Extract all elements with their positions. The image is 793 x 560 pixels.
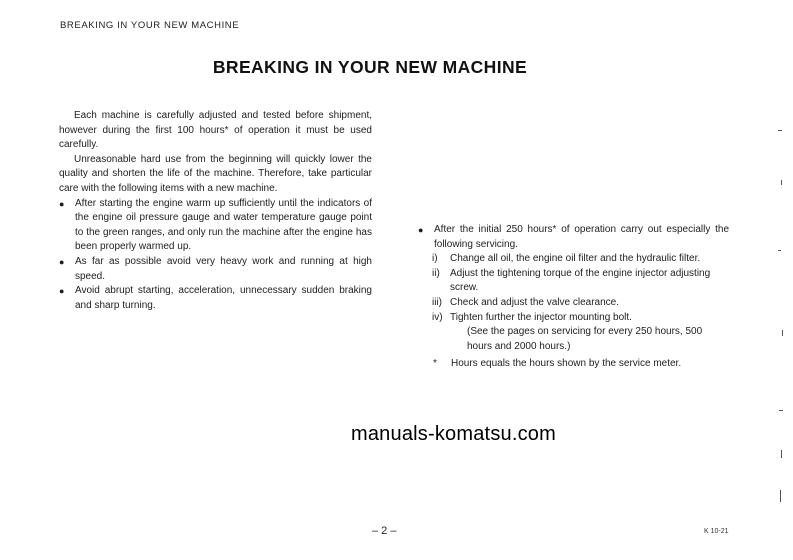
list-item xyxy=(59,197,372,255)
service-item-text: Tighten further the injector mounting bolt. xyxy=(450,311,632,323)
running-header: BREAKING IN YOUR NEW MACHINE xyxy=(60,20,240,31)
service-item-number: iii) xyxy=(432,296,442,308)
right-column xyxy=(418,223,729,372)
page-code: K 10-21 xyxy=(704,528,729,535)
list-item xyxy=(59,284,372,313)
service-item xyxy=(418,267,729,296)
service-item-number: ii) xyxy=(432,267,440,279)
bullet-text: Avoid abrupt starting, acceleration, unnecessary sudden braking and sharp turning. xyxy=(75,285,372,311)
page-title: BREAKING IN YOUR NEW MACHINE xyxy=(212,57,528,77)
footnote xyxy=(418,357,729,372)
bullet-text: After starting the engine warm up sufficiently until the indicators of the engine oil pressure gauge and water temperature gauge point to the green ranges, and only run the machine after the engine has been properly warmed up. xyxy=(75,197,372,253)
service-item-text: Change all oil, the engine oil filter and the hydraulic filter. xyxy=(450,253,701,265)
left-column xyxy=(59,109,372,313)
bullet-text: After the initial 250 hours* of operation carry out especially the following servicing. xyxy=(434,224,729,250)
service-item xyxy=(418,296,729,311)
watermark: manuals-komatsu.com xyxy=(351,423,556,445)
scan-margin-marks xyxy=(776,120,786,520)
bullet-icon: ● xyxy=(59,198,65,209)
service-item-text: Check and adjust the valve clearance. xyxy=(450,296,619,308)
service-item xyxy=(418,252,729,267)
intro-paragraph: Each machine is carefully adjusted and tested before shipment, however during the first 100 hours* of operation it must be used carefully. xyxy=(59,110,372,151)
service-item xyxy=(418,311,729,326)
list-item xyxy=(418,223,729,252)
service-item-number: iv) xyxy=(432,311,443,323)
bullet-icon: ● xyxy=(59,256,65,267)
bullet-icon: ● xyxy=(418,225,424,235)
asterisk-icon: * xyxy=(433,358,437,370)
caution-paragraph: Unreasonable hard use from the beginning will quickly lower the quality and shorten the life of the machine. Therefore, take particular care with the following items with a new machine. xyxy=(59,153,372,194)
bullet-icon: ● xyxy=(59,286,65,297)
page-number: – 2 – xyxy=(372,525,397,537)
list-item xyxy=(59,255,372,284)
footnote-text: Hours equals the hours shown by the service meter. xyxy=(451,358,682,370)
service-item-text: Adjust the tightening torque of the engine injector adjusting screw. xyxy=(450,267,711,294)
bullet-text: As far as possible avoid very heavy work and running at high speed. xyxy=(75,255,372,282)
service-schedule-note: (See the pages on servicing for every 250 hours, 500 hours and 2000 hours.) xyxy=(467,326,703,352)
service-item-number: i) xyxy=(432,253,438,265)
